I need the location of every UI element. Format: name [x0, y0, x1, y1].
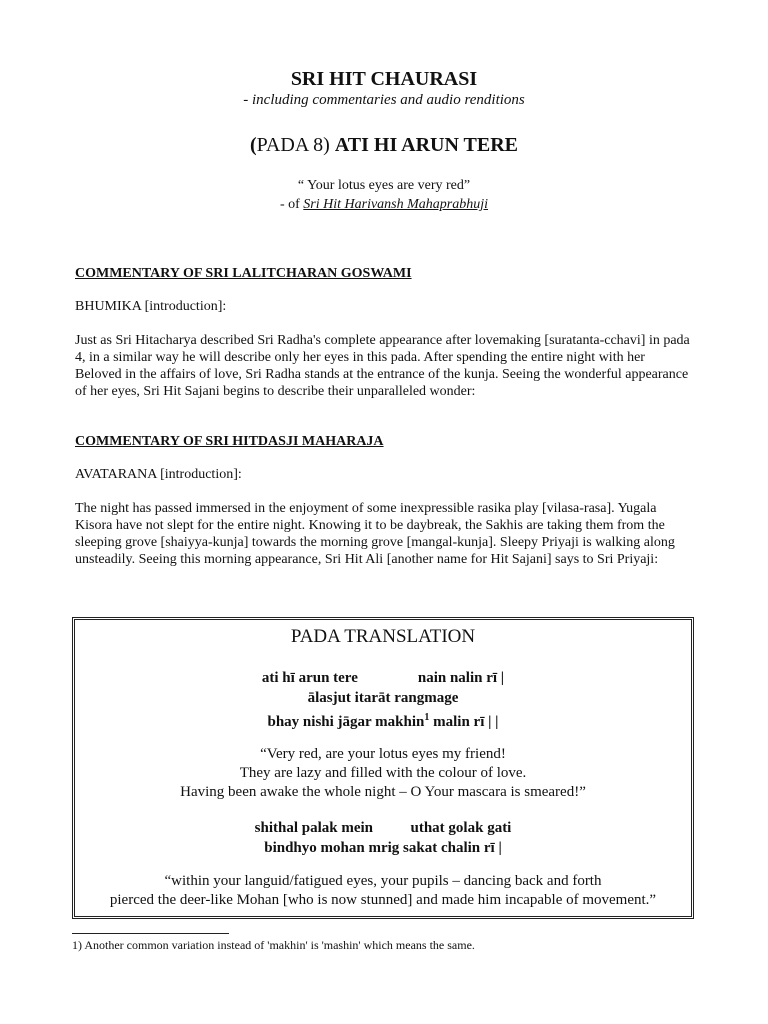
- section-heading-lalitcharan: [75, 265, 695, 282]
- document-title: SRI HIT CHAURASI: [290, 68, 478, 90]
- translation-line: Having been awake the whole night – O Your mascara is smeared!”: [180, 784, 586, 800]
- pada-label: PADA 8): [256, 134, 330, 156]
- section-heading: COMMENTARY OF SRI HITDASJI MAHARAJA: [75, 434, 384, 449]
- verse-block-1: [75, 668, 691, 732]
- pada-author: [0, 197, 768, 213]
- section-label-bhumika: BHUMIKA [introduction]:: [75, 299, 227, 314]
- section-paragraph-bhumika: Just as Sri Hitacharya described Sri Radha's complete appearance after lovemaking [suratanta-cchavi] in pada 4, in a similar way he will describe only her eyes in this pada. After spending the entire night with her Beloved in the affairs of love, Sri Radha stands at the entrance of the kunja. Seeing the wonderful appearance of her eyes, Sri Hit Sajani begins to describe their unparalleled wonder:: [75, 333, 690, 399]
- footnote: 1) Another common variation instead of 'makhin' is 'mashin' which means the same.: [72, 938, 475, 952]
- author-prefix: - of: [279, 197, 304, 212]
- pada-open-paren: (: [249, 134, 257, 156]
- box-title: PADA TRANSLATION: [290, 626, 476, 647]
- verse-line: ati hī arun tere nain nalin rī |: [261, 670, 505, 686]
- translation-block-2: [75, 872, 691, 910]
- translation-line: pierced the deer-like Mohan [who is now stunned] and made him incapable of movement.”: [109, 892, 657, 908]
- footnote-divider: [72, 933, 229, 934]
- pada-name: ATI HI ARUN TERE: [334, 134, 519, 156]
- section-heading: COMMENTARY OF SRI LALITCHARAN GOSWAMI: [75, 266, 412, 281]
- verse-line: bindhyo mohan mrig sakat chalin rī |: [264, 840, 502, 856]
- section-label-avatarana: AVATARANA [introduction]:: [75, 467, 242, 482]
- author-name: Sri Hit Harivansh Mahaprabhuji: [303, 197, 489, 212]
- verse-block-2: [75, 818, 691, 858]
- translation-line: “within your languid/fatigued eyes, your pupils – dancing back and forth: [164, 873, 602, 889]
- pada-translation-box: [72, 617, 694, 919]
- section-paragraph-avatarana: The night has passed immersed in the enjoyment of some inexpressible rasika play [vilasa-rasa]. Yugala Kisora have not slept for the entire night. Knowing it to be daybreak, the Sakhis are taking them from the sleeping grove [shaiyya-kunja] towards the morning grove [mangal-kunja]. Sleepy Priyaji is walking along unsteadily. Seeing this morning appearance, Sri Hit Ali [another name for Hit Sajani] says to Sri Priyaji:: [75, 501, 675, 567]
- translation-line: They are lazy and filled with the colour of love.: [239, 765, 527, 781]
- verse-text: bhay nishi jāgar makhin: [267, 714, 425, 730]
- pada-title: [0, 134, 768, 157]
- footnote-marker: 1: [424, 712, 430, 723]
- verse-text: malin rī | |: [429, 714, 499, 730]
- document-subtitle: - including commentaries and audio renditions: [243, 92, 525, 108]
- verse-line: ālasjut itarāt rangmage: [307, 690, 459, 706]
- verse-line: [75, 708, 691, 732]
- pada-quote: “ Your lotus eyes are very red”: [297, 178, 471, 193]
- translation-block-1: [75, 745, 691, 802]
- section-heading-hitdasji: [75, 433, 695, 450]
- verse-line: shithal palak mein uthat golak gati: [254, 820, 512, 836]
- translation-line: “Very red, are your lotus eyes my friend!: [260, 746, 506, 762]
